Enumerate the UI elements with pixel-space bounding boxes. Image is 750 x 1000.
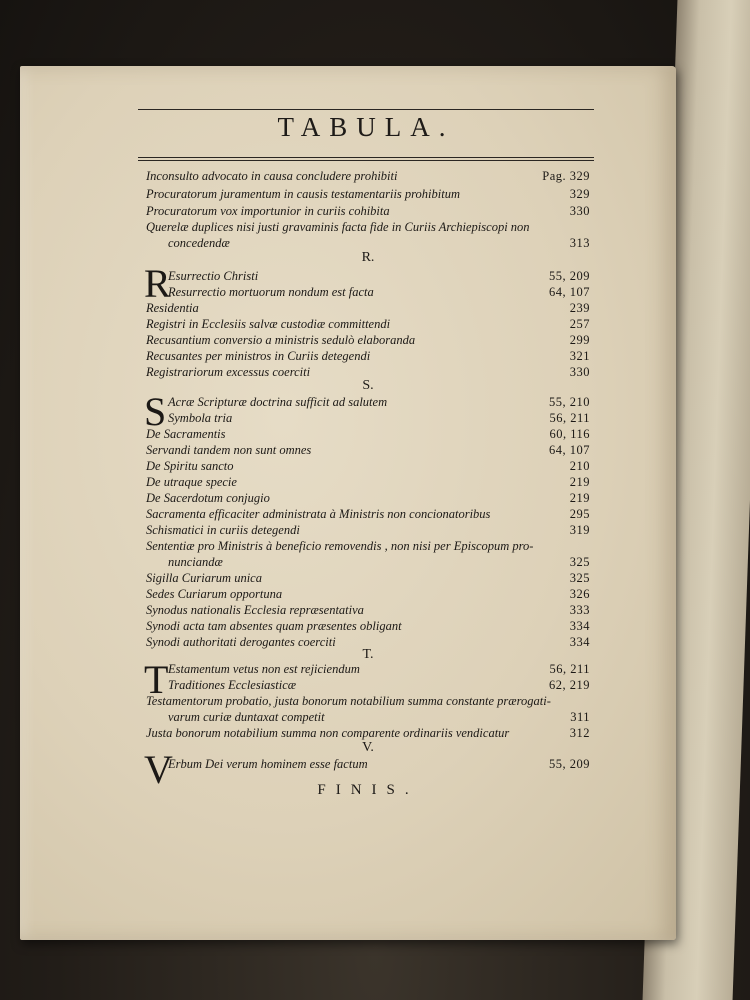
section-letter-s: S. xyxy=(362,378,374,393)
index-entry: Testamentorum probatio, justa bonorum notabilium summa constante prærogati- xyxy=(146,694,551,708)
index-entry: Sacramenta efficaciter administrata à Ministris non concionatoribus 295 xyxy=(146,507,590,521)
index-entry: De Spiritu sancto 210 xyxy=(146,459,590,473)
index-entry: Registri in Ecclesiis salvæ custodiæ committendi 257 xyxy=(146,317,590,331)
index-entry: Sigilla Curiarum unica 325 xyxy=(146,571,590,585)
index-entry: Servandi tandem non sunt omnes 64, 107 xyxy=(146,443,590,457)
index-entry: Symbola tria 56, 211 xyxy=(168,411,590,425)
index-entry: Estamentum vetus non est rejiciendum 56, 211 xyxy=(168,662,590,676)
index-entry: De Sacramentis 60, 116 xyxy=(146,427,590,441)
index-entry: Procuratorum vox importunior in curiis cohibita 330 xyxy=(146,204,590,218)
index-entry: Inconsulto advocato in causa concludere prohibiti Pag. 329 xyxy=(146,169,590,183)
index-entry: Synodi acta tam absentes quam præsentes obligant 334 xyxy=(146,619,590,633)
index-entry: Sedes Curiarum opportuna 326 xyxy=(146,587,590,601)
index-entry: Acræ Scripturæ doctrina sufficit ad salutem 55, 210 xyxy=(168,395,590,409)
index-entry: nunciandæ 325 xyxy=(168,555,590,569)
finis-colophon: FINIS. xyxy=(317,782,419,798)
section-letter-t: T. xyxy=(362,647,374,662)
index-entry: Traditiones Ecclesiasticæ 62, 219 xyxy=(168,678,590,692)
index-entry: De utraque specie 219 xyxy=(146,475,590,489)
index-entry: Residentia 239 xyxy=(146,301,590,315)
drop-cap-r: R xyxy=(144,261,171,306)
index-entry: Registrariorum excessus coerciti 330 xyxy=(146,365,590,379)
index-entry: Schismatici in curiis detegendi 319 xyxy=(146,523,590,537)
index-entry: Erbum Dei verum hominem esse factum 55, 209 xyxy=(168,757,590,771)
index-entry: Resurrectio mortuorum nondum est facta 64, 107 xyxy=(168,285,590,299)
drop-cap-s: S xyxy=(144,389,167,434)
index-entry: varum curiæ duntaxat competit 311 xyxy=(168,710,590,724)
drop-cap-t: T xyxy=(144,657,169,702)
section-letter-r: R. xyxy=(361,250,375,265)
drop-cap-v: V xyxy=(144,747,173,792)
index-entry: Procuratorum juramentum in causis testamentariis prohibitum 329 xyxy=(146,187,590,201)
index-entry: De Sacerdotum conjugio 219 xyxy=(146,491,590,505)
index-entry: Recusantes per ministros in Curiis detegendi 321 xyxy=(146,349,590,363)
index-entry: Sententiæ pro Ministris à beneficio removendis , non nisi per Episcopum pro- xyxy=(146,539,534,553)
section-letter-v: V. xyxy=(362,740,374,755)
index-entry: Justa bonorum notabilium summa non comparente ordinariis vendicatur 312 xyxy=(146,726,590,740)
index-entry: Synodi authoritati derogantes coerciti 334 xyxy=(146,635,590,649)
index-entry: concedendæ 313 xyxy=(168,236,590,250)
index-entry: Esurrectio Christi 55, 209 xyxy=(168,269,590,283)
index-entry: Querelæ duplices nisi justi gravaminis facta fide in Curiis Archiepiscopi non xyxy=(146,220,530,234)
index-entry: Synodus nationalis Ecclesia repræsentativa 333 xyxy=(146,603,590,617)
index-entry: Recusantium conversio a ministris sedulò elaboranda 299 xyxy=(146,333,590,347)
page-title: TABULA. xyxy=(277,112,455,142)
